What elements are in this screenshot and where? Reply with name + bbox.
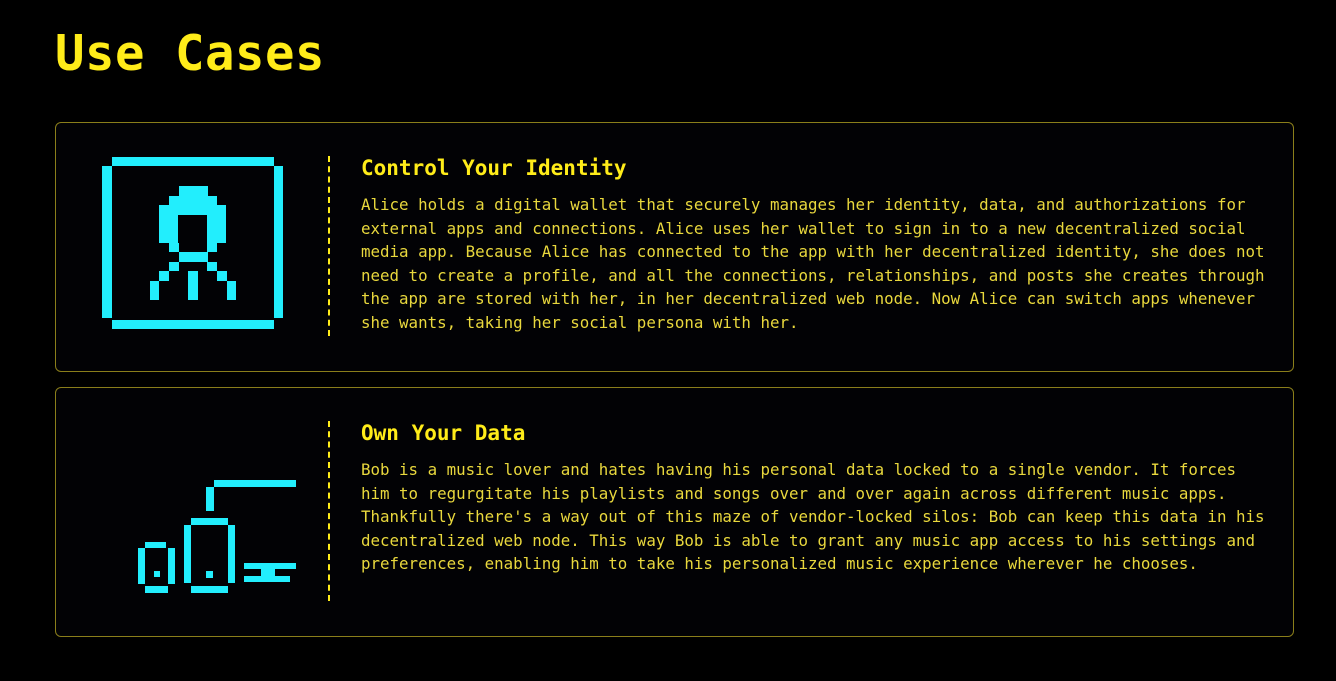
use-case-card-data [55, 387, 1294, 637]
card-description: Bob is a music lover and hates having his personal data locked to a single vendor. It forces him to regurgitate his playlists and songs over and over again across different music apps. Thankfully there's a way out of this maze of vendor-locked silos: Bob can keep this data in his decentralized web node. This way Bob is able to grant any music app access to his settings and preferences, enabling him to take his personalized music experience wherever he chooses. [361, 460, 1265, 574]
card-heading: Own Your Data [361, 421, 526, 445]
page-title: Use Cases [55, 25, 326, 82]
card-heading: Control Your Identity [361, 156, 627, 180]
devices-icon [96, 418, 296, 603]
card-divider [328, 421, 330, 601]
use-case-card-identity [55, 122, 1294, 372]
identity-portrait-icon [96, 153, 296, 338]
card-description: Alice holds a digital wallet that securely manages her identity, data, and authorizations for external apps and connections. Alice uses her wallet to sign in to a new decentralized social media app. Because Alice has connected to the app with her decentralized identity, she does not need to create a profile, and all the connections, relationships, and posts she creates through the app are stored with her, in her decentralized web node. Now Alice can switch apps whenever she wants, taking her social persona with her. [361, 195, 1265, 332]
card-divider [328, 156, 330, 336]
card-text [361, 418, 1271, 576]
card-text [361, 153, 1271, 335]
